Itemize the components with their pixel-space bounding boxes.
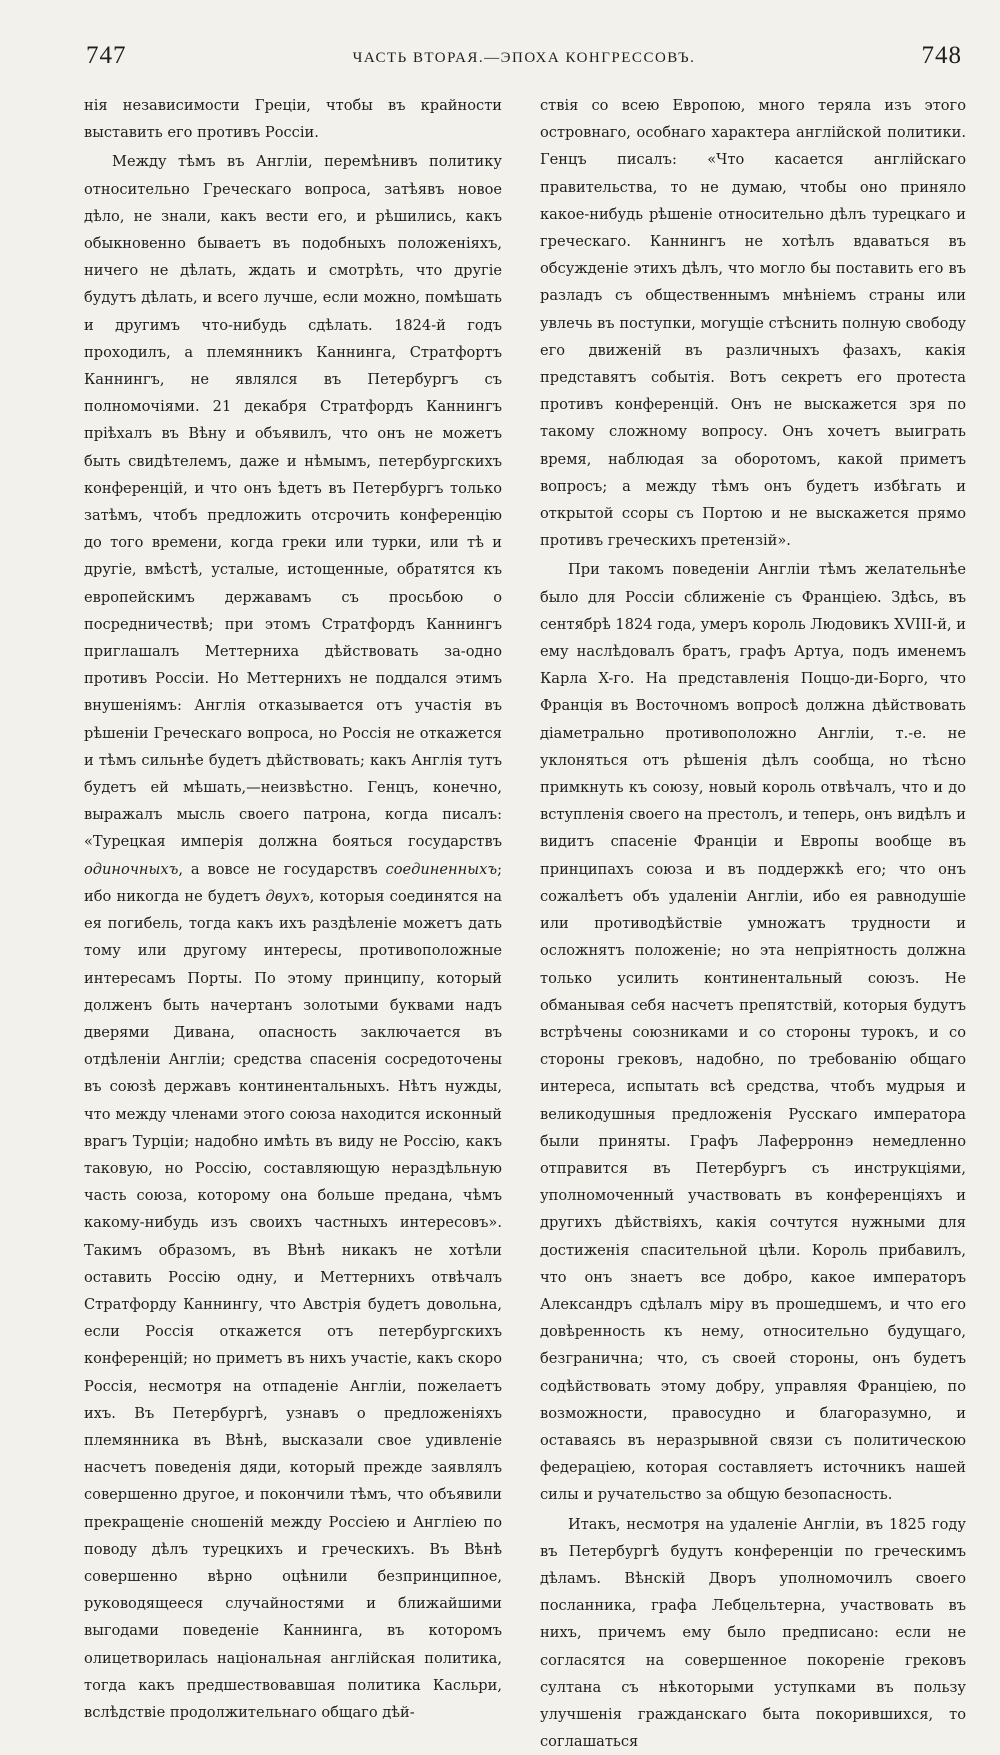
page-number-right: 748 — [921, 42, 962, 69]
left-column — [84, 92, 502, 1726]
paragraph: Итакъ, несмотря на удаленіе Англіи, въ 1825 году въ Петербургѣ будутъ конференціи по греческимъ дѣламъ. Вѣнскій Дворъ уполномочилъ своего посланника, графа Лебцельтерна, участвовать въ нихъ, причемъ ему было предписано: если не согласятся на совершенное покореніе грековъ султана съ нѣкоторыми уступками въ пользу улучшенія гражданскаго быта покорившихся, то соглашаться — [540, 1515, 966, 1751]
paragraph-text: , а вовсе не государствъ — [178, 860, 386, 878]
paragraph-text: Между тѣмъ въ Англіи, перемѣнивъ политику относительно Греческаго вопроса, затѣявъ новое дѣло, не знали, какъ вести его, и рѣшились, какъ обыкновенно бываетъ въ подобныхъ положеніяхъ, ничего не дѣлать, ждать и смотрѣть, что другіе будутъ дѣлать, и всего лучше, если можно, помѣшать и другимъ что-нибудь сдѣлать. 1824-й годъ проходилъ, а племянникъ Каннинга, Стратфортъ Каннингъ, не являлся въ Петербургъ съ полномочіями. 21 декабря Стратфордъ Каннингъ пріѣхалъ въ Вѣну и объявилъ, что онъ не можетъ быть свидѣтелемъ, даже и нѣмымъ, петербургскихъ конференцій, и что онъ ѣдетъ въ Петербургъ только затѣмъ, чтобъ предложить отсрочить конференцію до того времени, когда греки или турки, или тѣ и другіе, вмѣстѣ, усталые, истощенные, обратятся къ европейскимъ державамъ съ просьбою о посредничествѣ; при этомъ Стратфордъ Каннингъ приглашалъ Меттерниха дѣйствовать за-одно противъ Россіи. Но Меттернихъ не поддался этимъ внушеніямъ: Англія отказывается отъ участія въ рѣшеніи Греческаго вопроса, но Россія не откажется и тѣмъ сильнѣе будетъ дѣйствовать; какъ Англія тутъ будетъ ей мѣшать,—неизвѣстно. Генцъ, конечно, выражалъ мысль своего патрона, когда писалъ: «Турецкая имперія должна бояться государствъ — [84, 153, 502, 851]
page-number-left: 747 — [86, 42, 127, 69]
right-column — [540, 92, 966, 1755]
paragraph: При такомъ поведеніи Англіи тѣмъ желательнѣе было для Россіи сближеніе съ Франціею. Здѣсь, въ сентябрѣ 1824 года, умеръ король Людовикъ XVIII-й, и ему наслѣдовалъ братъ, графъ Артуа, подъ именемъ Карла X-го. На представленія Поццо-ди-Борго, что Франція въ Восточномъ вопросѣ должна дѣйствовать діаметрально противоположно Англіи, т.-е. не уклоняться отъ рѣшенія дѣлъ сообща, но тѣсно примкнуть къ союзу, новый король отвѣчалъ, что и до вступленія своего на престолъ, и теперь, онъ видѣлъ и видитъ спасеніе Франціи и Европы вообще въ принципахъ союза и въ поддержкѣ его; что онъ сожалѣетъ объ удаленіи Англіи, ибо ея равнодушіе или противодѣйствіе умножатъ трудности и осложнятъ положеніе; но эта непріятность должна только усилить континентальный союзъ. Не обманывая себя насчетъ препятствій, которыя будутъ встрѣчены союзниками и со стороны турокъ, и со стороны грековъ, надобно, по требованію общаго интереса, испытать всѣ средства, чтобъ мудрыя и великодушныя предложенія Русскаго императора были приняты. Графъ Лаферроннэ немедленно отправится въ Петербургъ съ инструкціями, уполномоченный участвовать въ конференціяхъ и другихъ дѣйствіяхъ, какія сочтутся нужными для достиженія спасительной цѣли. Король прибавилъ, что онъ знаетъ все добро, какое императоръ Александръ сдѣлалъ міру въ прошедшемъ, и что его довѣренность къ нему, относительно будущаго, безгранична; что, съ своей стороны, онъ будетъ содѣйствовать этому добру, управляя Франціею, по возможности, правосудно и благоразумно, и оставаясь въ неразрывной связи съ политическою федераціею, которая составляетъ источникъ нашей силы и ручательство за общую безопасность. — [540, 561, 966, 1504]
paragraph — [84, 148, 502, 1726]
italic-term: одиночныхъ — [84, 860, 179, 878]
page-header — [86, 42, 962, 82]
paragraph-text: , которыя соединятся на ея погибель, тогда какъ ихъ раздѣленіе можетъ дать тому или другому интересы, противоположные интересамъ Порты. По этому принципу, который долженъ быть начертанъ золотыми буквами надъ дверями Дивана, опасность заключается въ отдѣленіи Англіи; средства спасенія сосредоточены въ союзѣ державъ континентальныхъ. Нѣтъ нужды, что между членами этого союза находится исконный врагъ Турціи; надобно имѣть въ виду не Россію, какъ таковую, но Россію, составляющую нераздѣльную часть союза, которому она больше предана, чѣмъ какому-нибудь изъ своихъ частныхъ интересовъ». Такимъ образомъ, въ Вѣнѣ никакъ не хотѣли оставить Россію одну, и Меттернихъ отвѣчалъ Стратфорду Каннингу, что Австрія будетъ довольна, если Россія откажется отъ петербургскихъ конференцій; но приметъ въ нихъ участіе, какъ скоро Россія, несмотря на отпаденіе Англіи, пожелаетъ ихъ. Въ Петербургѣ, узнавъ о предложеніяхъ племянника въ Вѣнѣ, высказали свое удивленіе насчетъ поведенія дяди, который прежде заявлялъ совершенно другое, и покончили тѣмъ, что объявили прекращеніе сношеній между Россіею и Англіею по поводу дѣлъ турецкихъ и греческихъ. Въ Вѣнѣ совершенно вѣрно оцѣнили безпринципное, руководящееся случайностями и ближайшими выгодами поведеніе Каннинга, въ которомъ олицетворилась національная англійская политика, тогда какъ предшествовавшая политика Касльри, вслѣдствіе продолжительнаго общаго дѣй- — [84, 887, 502, 1721]
running-title: ЧАСТЬ ВТОРАЯ.—ЭПОХА КОНГРЕССОВЪ. — [352, 50, 696, 66]
paragraph: нія независимости Греціи, чтобы въ крайности выставить его противъ Россіи. — [84, 97, 502, 142]
italic-term: двухъ — [265, 887, 310, 905]
paragraph: ствія со всею Европою, много теряла изъ этого островнаго, особнаго характера англійской политики. Генцъ писалъ: «Что касается англійскаго правительства, то не думаю, чтобы оно приняло какое-нибудь рѣшеніе относительно дѣлъ турецкаго и греческаго. Каннингъ не хотѣлъ вдаваться въ обсужденіе этихъ дѣлъ, что могло бы поставить его въ разладъ съ общественнымъ мнѣніемъ страны или увлечь въ поступки, могущіе стѣснить полную свободу его движеній въ различныхъ фазахъ, какія представятъ событія. Вотъ секретъ его протеста противъ конференцій. Онъ не выскажется зря по такому сложному вопросу. Онъ хочетъ выиграть время, наблюдая за оборотомъ, какой приметъ вопросъ; а между тѣмъ онъ будетъ избѣгать и открытой ссоры съ Портою и не выскажется прямо противъ греческихъ претензій». — [540, 97, 966, 550]
italic-term: соединенныхъ — [385, 860, 498, 878]
paragraph-text: ; ибо никогда не будетъ — [84, 860, 502, 905]
